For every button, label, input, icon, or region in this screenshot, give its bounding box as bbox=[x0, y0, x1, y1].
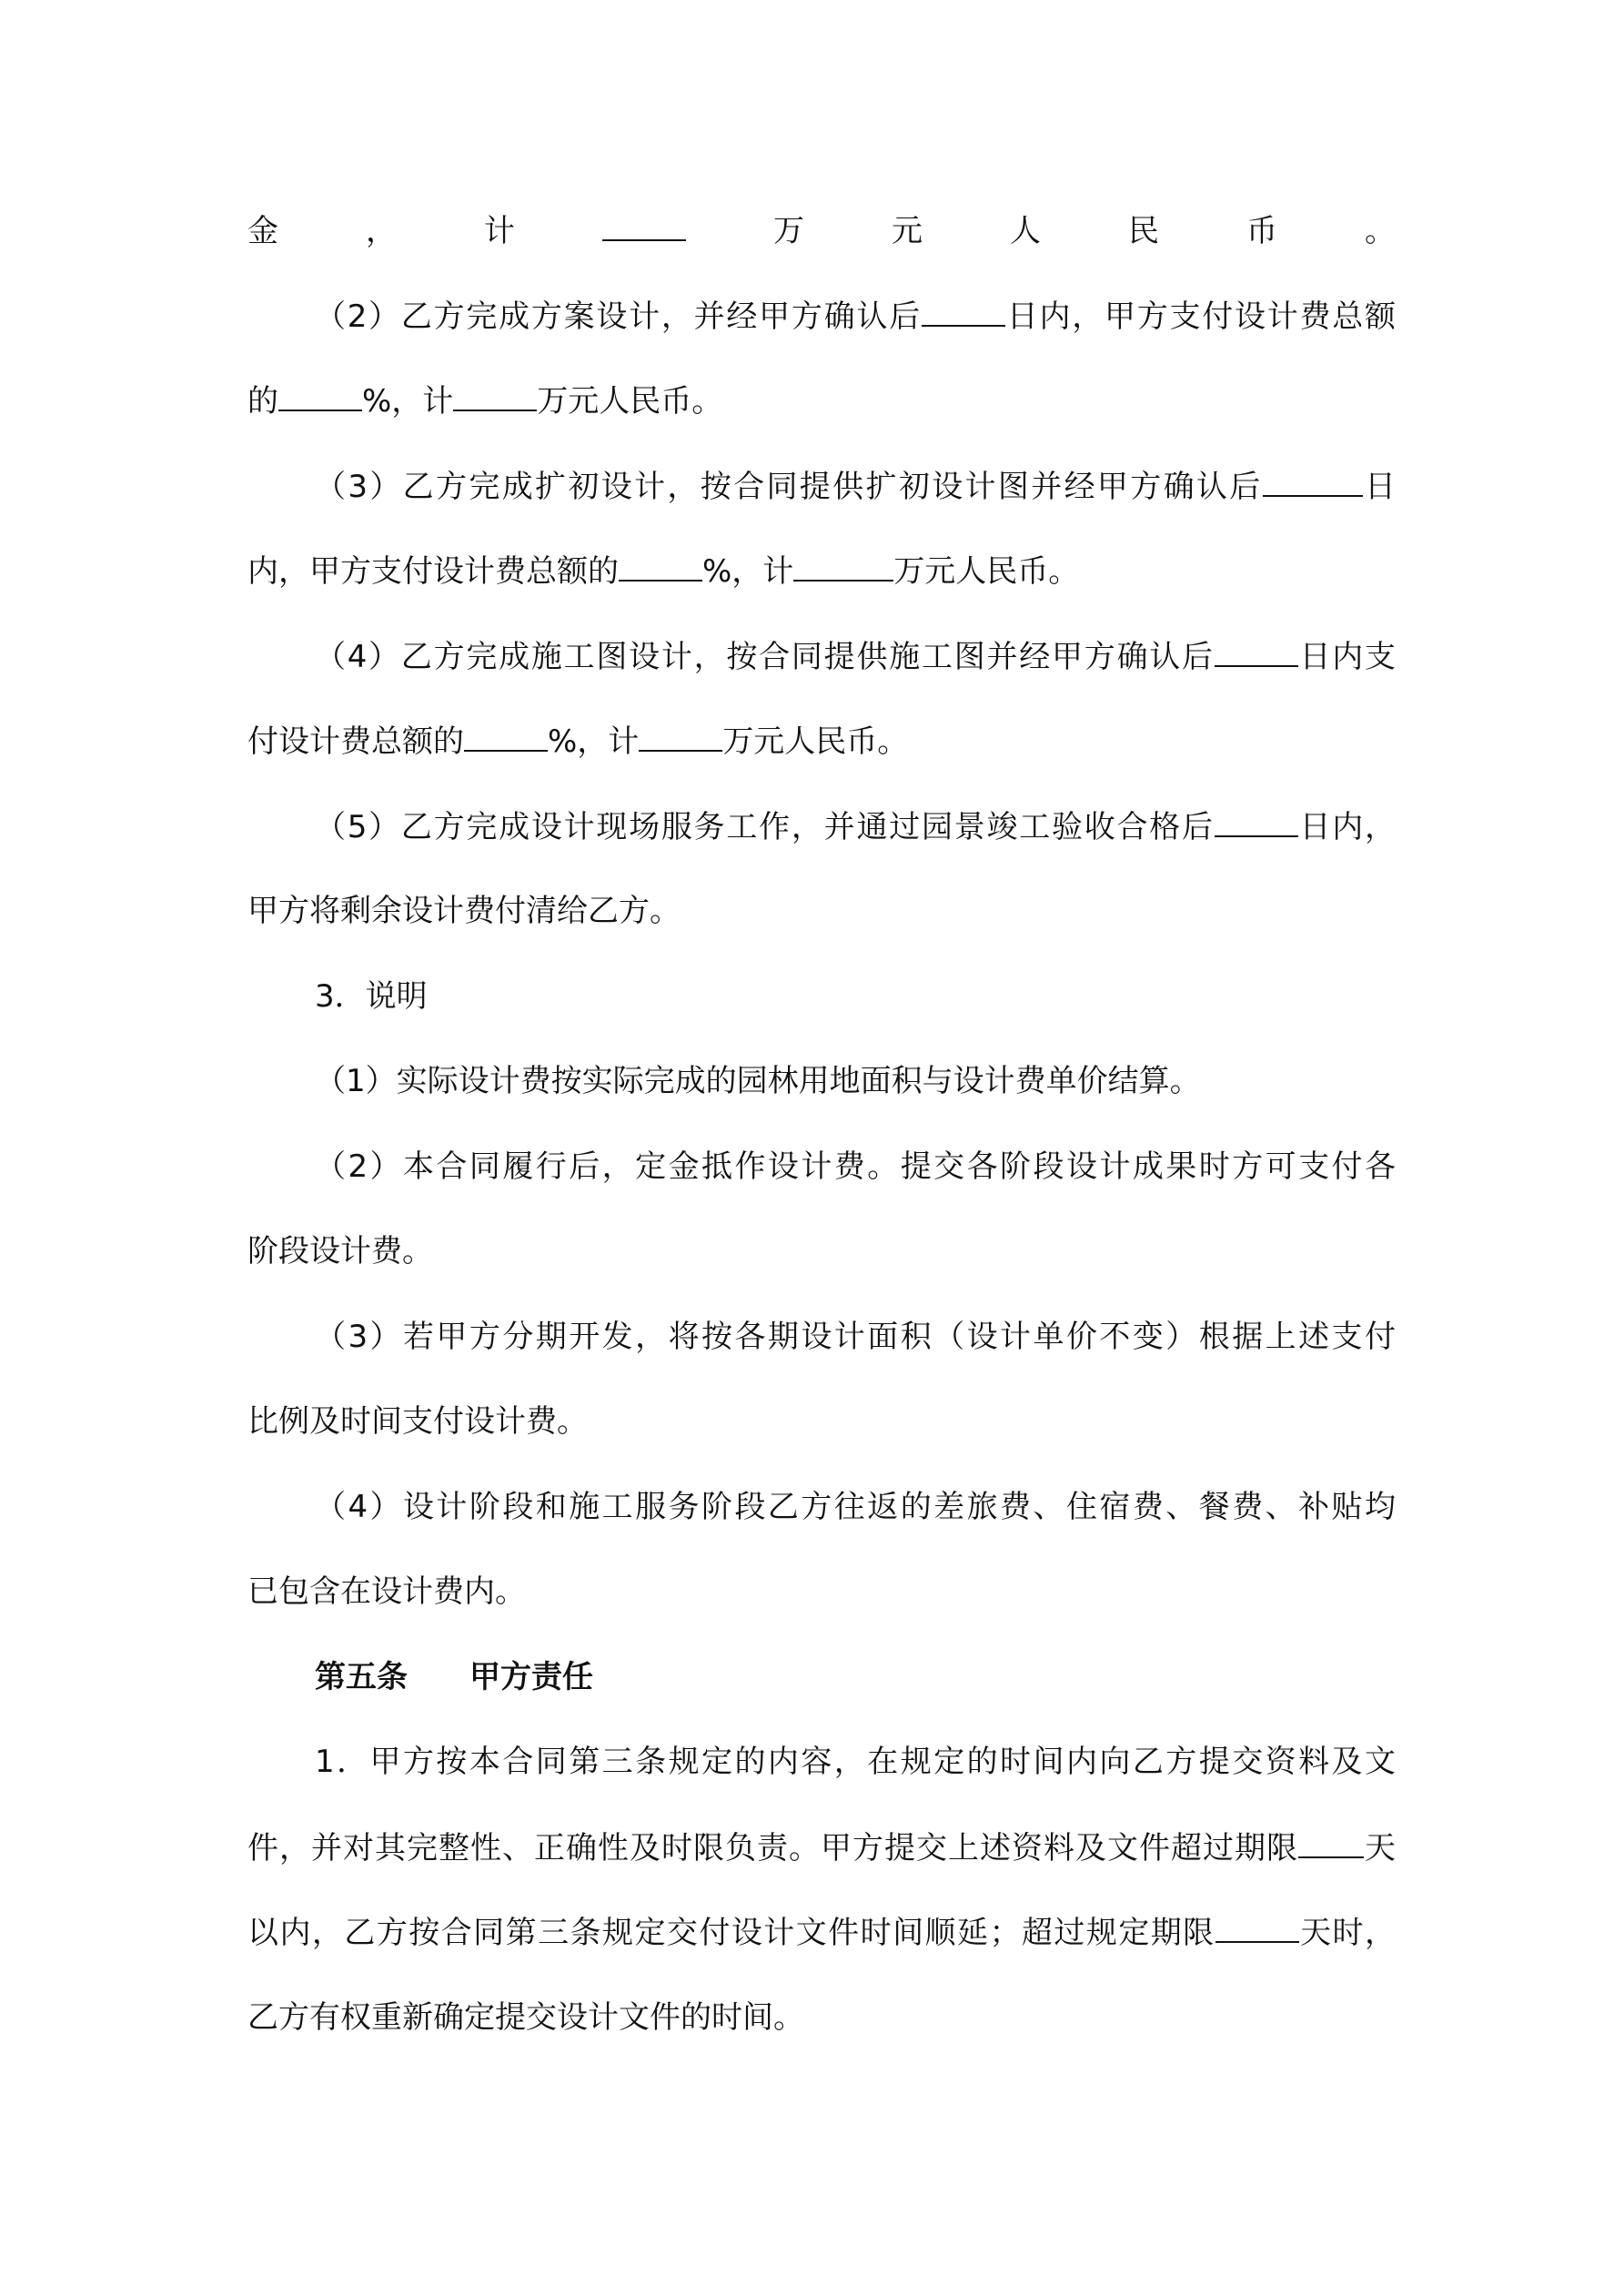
text-segment: 万元人民币。 bbox=[537, 383, 723, 420]
text-segment: 金，计 bbox=[247, 213, 602, 249]
fill-in-blank bbox=[639, 723, 722, 752]
text-segment: 已包含在设计费内。 bbox=[247, 1573, 526, 1610]
text-segment: 万元人民币。 bbox=[686, 213, 1396, 249]
text-segment: %，计 bbox=[362, 383, 454, 420]
paragraph-line bbox=[247, 723, 1396, 808]
fill-in-blank bbox=[1215, 638, 1298, 667]
paragraph-line bbox=[247, 1829, 1396, 1915]
fill-in-blank bbox=[793, 552, 893, 582]
fill-in-blank bbox=[1298, 1829, 1364, 1858]
document-page bbox=[247, 212, 1396, 2084]
text-segment: 万元人民币。 bbox=[893, 553, 1080, 590]
paragraph-line bbox=[247, 638, 1396, 723]
text-segment: 日内， bbox=[1297, 808, 1396, 845]
text-segment: 天 bbox=[1364, 1829, 1396, 1866]
text-segment: 比例及时间支付设计费。 bbox=[247, 1403, 588, 1440]
text-segment: 件，并对其完整性、正确性及时限负责。甲方提交上述资料及文件超过期限 bbox=[247, 1829, 1298, 1866]
text-segment: （2）本合同履行后，定金抵作设计费。提交各阶段设计成果时方可支付各 bbox=[315, 1148, 1396, 1185]
text-segment: 乙方有权重新确定提交设计文件的时间。 bbox=[247, 1998, 804, 2036]
fill-in-blank bbox=[619, 552, 702, 582]
fill-in-blank bbox=[1263, 468, 1363, 497]
text-segment: 万元人民币。 bbox=[722, 723, 909, 760]
fill-in-blank bbox=[1215, 808, 1298, 837]
paragraph-line bbox=[247, 552, 1396, 638]
paragraph-line bbox=[247, 893, 1396, 978]
paragraph-line bbox=[247, 212, 1396, 298]
fill-in-blank bbox=[1215, 1914, 1299, 1943]
fill-in-blank bbox=[453, 382, 537, 411]
paragraph-line bbox=[247, 468, 1396, 553]
paragraph-line bbox=[247, 382, 1396, 468]
text-segment: 1．甲方按本合同第三条规定的内容，在规定的时间内向乙方提交资料及文 bbox=[315, 1744, 1396, 1780]
paragraph-line bbox=[247, 1319, 1396, 1404]
paragraph-line bbox=[247, 1489, 1396, 1574]
text-segment: 的 bbox=[247, 383, 278, 420]
article-title: 甲方责任 bbox=[469, 1658, 593, 1695]
paragraph-line bbox=[247, 1063, 1396, 1148]
paragraph-line bbox=[247, 1744, 1396, 1829]
paragraph-line bbox=[247, 1999, 1396, 2085]
text-segment: 日 bbox=[1362, 468, 1397, 505]
paragraph-line bbox=[247, 298, 1396, 383]
fill-in-blank bbox=[464, 723, 548, 752]
fill-in-blank bbox=[922, 298, 1005, 327]
article-heading bbox=[247, 1659, 1396, 1745]
text-segment: 付设计费总额的 bbox=[247, 723, 464, 760]
paragraph-line bbox=[247, 1403, 1396, 1489]
text-segment: （4）设计阶段和施工服务阶段乙方往返的差旅费、住宿费、餐费、补贴均 bbox=[315, 1488, 1396, 1525]
text-segment: 天时， bbox=[1298, 1915, 1397, 1951]
text-segment: 以内，乙方按合同第三条规定交付设计文件时间顺延；超过规定期限 bbox=[247, 1915, 1215, 1951]
text-segment: （2）乙方完成方案设计，并经甲方确认后 bbox=[315, 298, 922, 335]
text-segment: 日内，甲方支付设计费总额 bbox=[1004, 298, 1396, 335]
paragraph-line bbox=[247, 1573, 1396, 1659]
text-segment: 3．说明 bbox=[315, 977, 428, 1015]
text-segment: （5）乙方完成设计现场服务工作，并通过园景竣工验收合格后 bbox=[315, 808, 1215, 845]
text-segment: （3）若甲方分期开发，将按各期设计面积（设计单价不变）根据上述支付 bbox=[315, 1318, 1396, 1355]
section-subheading bbox=[247, 978, 1396, 1064]
text-segment: （4）乙方完成施工图设计，按合同提供施工图并经甲方确认后 bbox=[315, 638, 1215, 675]
fill-in-blank bbox=[602, 212, 686, 241]
text-segment: （3）乙方完成扩初设计，按合同提供扩初设计图并经甲方确认后 bbox=[315, 468, 1263, 505]
paragraph-line bbox=[247, 1233, 1396, 1319]
text-segment: 甲方将剩余设计费付清给乙方。 bbox=[247, 893, 681, 929]
text-segment: （1）实际设计费按实际完成的园林用地面积与设计费单价结算。 bbox=[315, 1063, 1201, 1099]
paragraph-line bbox=[247, 808, 1396, 894]
text-segment: 内，甲方支付设计费总额的 bbox=[247, 553, 619, 590]
text-segment: 日内支 bbox=[1297, 638, 1396, 675]
article-number: 第五条 bbox=[315, 1658, 408, 1695]
text-segment: 阶段设计费。 bbox=[247, 1233, 433, 1269]
text-segment: %，计 bbox=[548, 723, 640, 760]
fill-in-blank bbox=[278, 382, 362, 411]
paragraph-line bbox=[247, 1148, 1396, 1234]
paragraph-line bbox=[247, 1914, 1396, 1999]
text-segment: %，计 bbox=[702, 553, 794, 590]
